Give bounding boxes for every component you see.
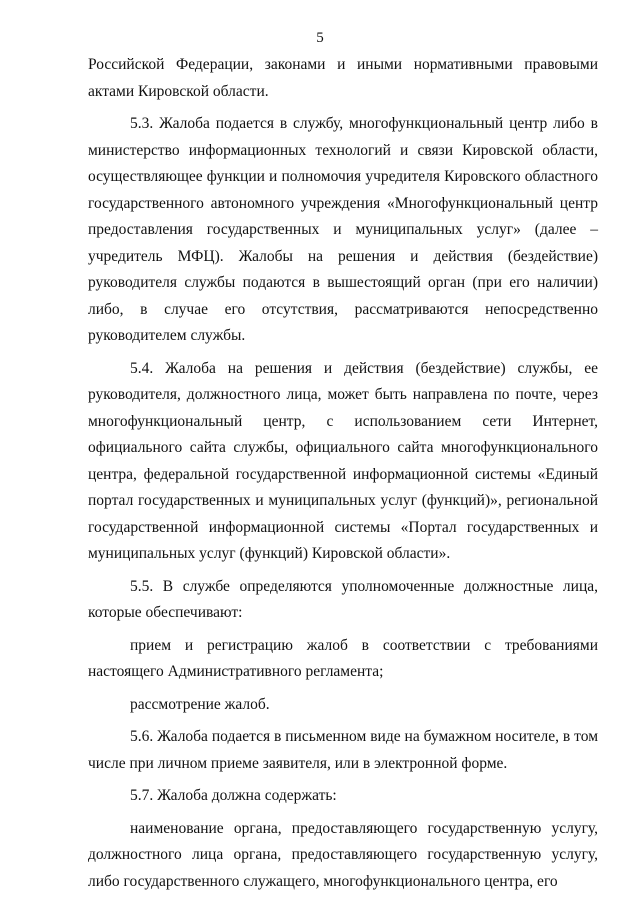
paragraph-5-5: 5.5. В службе определяются уполномоченные должностные лица, которые обеспечивают: bbox=[88, 577, 598, 621]
paragraph-5-6: 5.6. Жалоба подается в письменном виде на бумажном носителе, в том числе при личном приеме заявителя, или в электронной форме. bbox=[88, 728, 598, 772]
paragraph-continuation: Российской Федерации, законами и иными нормативными правовыми актами Кировской области. bbox=[88, 56, 598, 100]
page-number: 5 bbox=[316, 30, 324, 46]
paragraph-5-7-item-1: наименование органа, предоставляющего государственную услугу, должностного лица органа, предоставляющего государственную услугу, либо государственного служащего, многофункционального центра, его bbox=[88, 819, 598, 890]
document-body bbox=[88, 52, 598, 901]
paragraph-5-4: 5.4. Жалоба на решения и действия (бездействие) службы, ее руководителя, должностного лица, может быть направлена по почте, через многофункциональный центр, с использованием сети Интернет, официального сайта службы, официального сайта многофункционального центра, федеральной государственной информационной системы «Единый портал государственных и муниципальных услуг (функций)», региональной государственной информационной системы «Портал государственных и муниципальных услуг (функций) Кировской области». bbox=[88, 359, 598, 562]
paragraph-5-5-item-1: прием и регистрацию жалоб в соответствии с требованиями настоящего Административного регламента; bbox=[88, 636, 598, 680]
paragraph-5-3: 5.3. Жалоба подается в службу, многофункциональный центр либо в министерство информационных технологий и связи Кировской области, осуществляющее функции и полномочия учредителя Кировского областного государственного автономного учреждения «Многофункциональный центр предоставления государственных и муниципальных услуг» (далее – учредитель МФЦ). Жалобы на решения и действия (бездействие) руководителя службы подаются в вышестоящий орган (при его наличии) либо, в случае его отсутствия, рассматриваются непосредственно руководителем службы. bbox=[88, 115, 598, 344]
paragraph-5-5-item-2: рассмотрение жалоб. bbox=[130, 695, 270, 713]
paragraph-5-7: 5.7. Жалоба должна содержать: bbox=[130, 787, 337, 804]
